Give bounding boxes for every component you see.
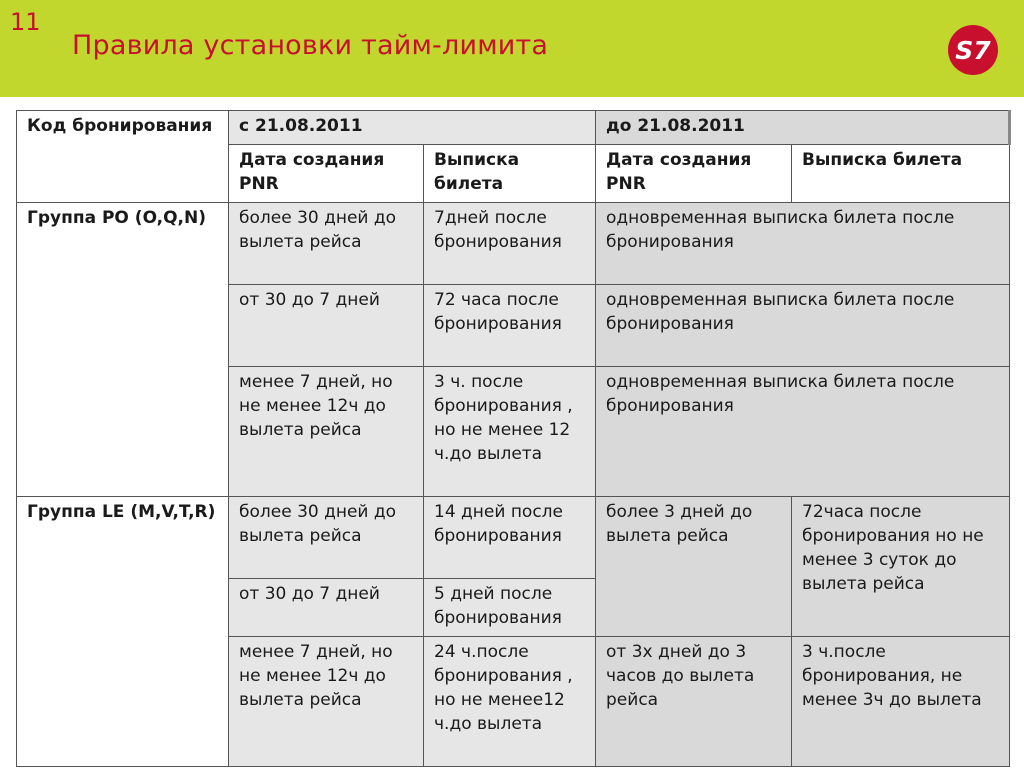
period-new-header: с 21.08.2011 — [229, 111, 596, 145]
po-creation-cell: более 30 дней до вылета рейса — [229, 203, 424, 285]
po-ticketing-cell: 7дней после бронирования — [424, 203, 596, 285]
slide-title: Правила установки тайм-лимита — [72, 30, 549, 61]
le-ticketing-cell: 14 дней после бронирования — [424, 497, 596, 579]
period-old-header: до 21.08.2011 — [596, 111, 1010, 145]
le-creation-cell: менее 7 дней, но не менее 12ч до вылета рейса — [229, 637, 424, 767]
po-old-cell: одновременная выписка билета после бронирования — [596, 203, 1010, 285]
column-header-creation: Дата создания PNR — [229, 145, 424, 203]
s7-logo-icon — [948, 25, 998, 75]
po-old-cell: одновременная выписка билета после бронирования — [596, 367, 1010, 497]
le-old-ticketing-cell: 3 ч.после бронирования, не менее 3ч до вылета — [792, 637, 1010, 767]
table-row — [17, 203, 1010, 285]
po-old-cell: одновременная выписка билета после бронирования — [596, 285, 1010, 367]
group-le-label: Группа LE (M,V,T,R) — [17, 497, 229, 767]
le-ticketing-cell: 5 дней после бронирования — [424, 579, 596, 637]
le-old-ticketing-cell: 72часа после бронирования но не менее 3 суток до вылета рейса — [792, 497, 1010, 637]
column-header-ticketing: Выписка билета — [424, 145, 596, 203]
booking-code-header: Код бронирования — [17, 111, 229, 203]
header-divider — [0, 97, 1024, 101]
po-ticketing-cell: 3 ч. после бронирования , но не менее 12 ч.до вылета — [424, 367, 596, 497]
le-ticketing-cell: 24 ч.после бронирования , но не менее12 ч.до вылета — [424, 637, 596, 767]
column-header-creation-old: Дата создания PNR — [596, 145, 792, 203]
slide-number: 11 — [10, 8, 41, 36]
le-creation-cell: более 30 дней до вылета рейса — [229, 497, 424, 579]
po-ticketing-cell: 72 часа после бронирования — [424, 285, 596, 367]
slide-header — [0, 0, 1024, 97]
le-creation-cell: от 30 до 7 дней — [229, 579, 424, 637]
table-row — [17, 497, 1010, 579]
po-creation-cell: менее 7 дней, но не менее 12ч до вылета рейса — [229, 367, 424, 497]
le-old-creation-cell: более 3 дней до вылета рейса — [596, 497, 792, 637]
time-limit-rules-table — [16, 110, 1011, 767]
svg-text:S7: S7 — [955, 36, 991, 65]
po-creation-cell: от 30 до 7 дней — [229, 285, 424, 367]
group-po-label: Группа PO (O,Q,N) — [17, 203, 229, 497]
column-header-ticketing-old: Выписка билета — [792, 145, 1010, 203]
le-old-creation-cell: от 3х дней до 3 часов до вылета рейса — [596, 637, 792, 767]
